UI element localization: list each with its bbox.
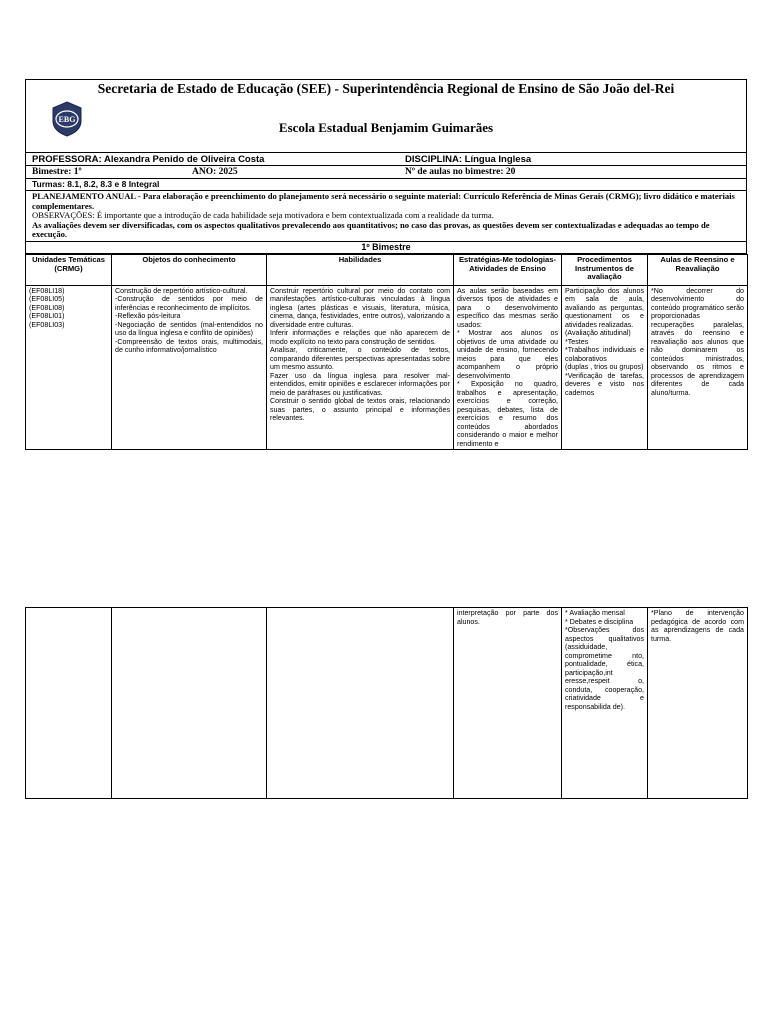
observations-note: OBSERVAÇÕES: É importante que a introdução de cada habilidade seja motivadora e bem contextualizada com a realidade da turma.: [32, 210, 494, 221]
school-name: Escola Estadual Benjamim Guimarães: [278, 120, 494, 135]
col-header-unidades: Unidades Temáticas (CRMG): [26, 254, 112, 285]
evaluation-note: As avaliações devem ser diversificadas, com os aspectos qualitativos prevalecendo aos quantitativos; no caso das provas, as questões devem ser contextualizadas e adequadas ao tempo de execução.: [32, 219, 710, 240]
classes-row: Turmas: 8.1, 8.2, 8.3 e 8 Integral: [25, 179, 747, 191]
document-header: [25, 79, 747, 153]
cell-procedimentos: Participação dos alunos em sala de aula, avaliando as perguntas, questionament os e atividades realizadas. (Avaliação atitudinal) *Testes *Trabalhos individuais e colaborativos (duplas , trios ou grupos) *Verificação de tarefas, deveres e visto nos cadernos: [562, 285, 648, 450]
teacher-row: [25, 153, 747, 166]
cell-habilidades: Construir repertório cultural por meio do contato com manifestações artístico-culturais vinculadas à língua inglesa (artes plásticas e visuais, literatura, música, cinema, dança, festividades, entre outros), valorizando a diversidade entre culturas. Inferir informações e relações que não aparecem de modo explícito no texto para construção de sentidos. Analisar, criticamente, o conteúdo de textos, comparando diferentes perspectivas apresentadas sobre um mesmo assunto. Fazer uso da língua inglesa para resolver mal-entendidos, emitir opiniões e esclarecer informações por meio de paráfrases ou justificativas. Construir o sentido global de textos orais, relacionando suas partes, o assunto principal e informações relevantes.: [267, 285, 454, 450]
cell-objetos: Construção de repertório artístico-cultural. -Construção de sentidos por meio de inferências e reconhecimento de implícitos. -Reflexão pós-leitura -Negociação de sentidos (mal-entendidos no uso da língua inglesa e conflito de opiniões) -Compreensão de textos orais, multimodais, de cunho informativo/jornalístico: [112, 285, 267, 450]
cell-procedimentos: * Avaliação mensal * Debates e disciplina *Observações dos aspectos qualitativos (assiduidade, comprometime nto, pontualidade, ética, participação,int eresse,respeit o, conduta, cooperação, criatividade e responsabilida de).: [562, 608, 648, 799]
cell-estrategias: interpretação por parte dos alunos.: [454, 608, 562, 799]
teacher-name: PROFESSORA: Alexandra Penido de Oliveira Costa: [32, 154, 265, 165]
lessons-count: Nº de aulas no bimestre: 20: [405, 167, 516, 177]
year-label: ANO: 2025: [192, 167, 238, 177]
planning-page: [25, 79, 747, 450]
cell-objetos: [112, 608, 267, 799]
subject-name: DISCIPLINA: Língua Inglesa: [405, 154, 532, 165]
planning-table: [25, 254, 748, 451]
col-header-habilidades: Habilidades: [267, 254, 454, 285]
cell-reensino: *Plano de intervenção pedagógica de acordo com as aprendizagens de cada turma.: [648, 608, 748, 799]
cell-habilidades: [267, 608, 454, 799]
bimester-row: [25, 166, 747, 179]
cell-unidades: (EF08LI18) (EF08LI05) (EF08LI08) (EF08LI01) (EF08LI03): [26, 285, 112, 450]
table-header-row: [26, 254, 748, 285]
logo-lettering: EBG: [58, 115, 76, 124]
cell-estrategias: As aulas serão baseadas em diversos tipos de atividades e para o desenvolvimento específico das mesmas serão usados: * Mostrar aos alunos os objetivos de uma atividade ou unidade de ensino, fornecendo meios para que eles acompanhem o próprio desenvolvimento * Exposição no quadro, trabalhos e apresentação, exercícios e correção, pesquisas, debates, lista de exercícios e resumo dos conteúdos abordados considerando o maior e melhor rendimento e: [454, 285, 562, 450]
col-header-reensino: Aulas de Reensino e Reavaliação: [648, 254, 748, 285]
table-row: [26, 608, 748, 799]
table-row: [26, 285, 748, 450]
bimester-label: Bimestre: 1º: [32, 167, 82, 177]
bimester-heading: 1º Bimestre: [25, 242, 747, 254]
col-header-procedimentos: Procedimentos Instrumentos de avaliação: [562, 254, 648, 285]
planning-table-continued: [25, 607, 748, 799]
col-header-estrategias: Estratégias-Me todologias-Atividades de Ensino: [454, 254, 562, 285]
col-header-objetos: Objetos do conhecimento: [112, 254, 267, 285]
cell-reensino: *No decorrer do desenvolvimento do conteúdo programático serão proporcionadas recuperações paralelas, através do reensino e reavaliação aos alunos que não dominarem os conteúdos ministrados, observando os ritmos e processos de aprendizagem diferentes de cada aluno/turma.: [648, 285, 748, 450]
cell-unidades: [26, 608, 112, 799]
planning-intro: PLANEJAMENTO ANUAL - Para elaboração e preenchimento do planejamento será necessário o seguinte material: Currículo Referência de Minas Gerais (CRMG); livro didático e materiais complementares.: [32, 191, 735, 211]
planning-notes: [25, 191, 747, 242]
secretaria-title: Secretaria de Estado de Educação (SEE) - Superintendência Regional de Ensino de São João del-Rei: [97, 81, 675, 96]
